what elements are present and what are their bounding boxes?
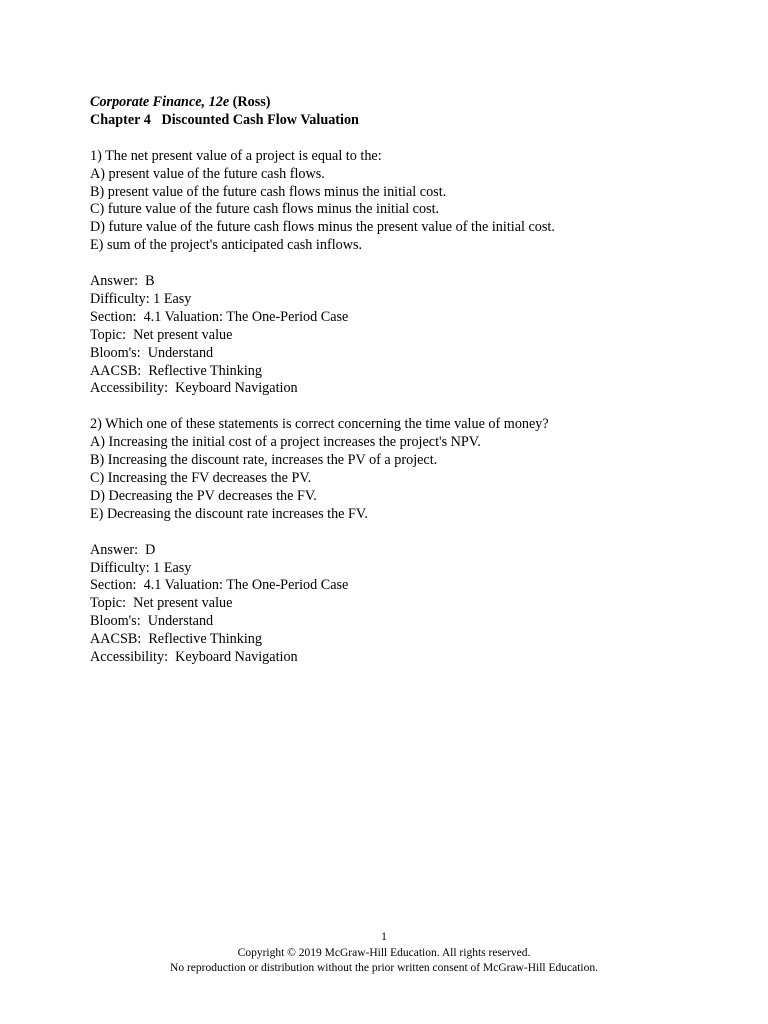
book-title: Corporate Finance, 12e <box>90 94 230 110</box>
option-e: E) sum of the project's anticipated cash inflows. <box>90 237 363 254</box>
option-e: E) Decreasing the discount rate increases the FV. <box>90 505 368 522</box>
option-b: B) Increasing the discount rate, increases the PV of a project. <box>90 452 438 469</box>
difficulty: Difficulty: 1 Easy <box>90 559 192 576</box>
option-a: A) Increasing the initial cost of a project increases the project's NPV. <box>90 434 481 451</box>
page-footer <box>0 930 768 977</box>
accessibility: Accessibility: Keyboard Navigation <box>90 380 298 397</box>
spacer <box>90 130 710 148</box>
option-d: D) Decreasing the PV decreases the FV. <box>90 487 317 504</box>
book-title-line <box>90 94 710 112</box>
reproduction-notice: No reproduction or distribution without the prior written consent of McGraw-Hill Education. <box>170 962 598 975</box>
question-1 <box>90 148 710 399</box>
copyright-line: Copyright © 2019 McGraw-Hill Education. All rights reserved. <box>237 946 531 959</box>
question-2 <box>90 416 710 667</box>
book-author: (Ross) <box>229 94 271 110</box>
blooms: Bloom's: Understand <box>90 344 214 361</box>
page-content <box>90 94 710 667</box>
page-number: 1 <box>381 931 387 943</box>
question-stem: 2) Which one of these statements is correct concerning the time value of money? <box>90 416 549 433</box>
option-b: B) present value of the future cash flows minus the initial cost. <box>90 183 447 200</box>
option-c: C) future value of the future cash flows minus the initial cost. <box>90 201 440 218</box>
section: Section: 4.1 Valuation: The One-Period Case <box>90 577 349 594</box>
answer: Answer: D <box>90 541 156 558</box>
spacer <box>90 524 710 542</box>
topic: Topic: Net present value <box>90 595 233 612</box>
blooms: Bloom's: Understand <box>90 613 214 630</box>
option-d: D) future value of the future cash flows minus the present value of the initial cost. <box>90 219 555 236</box>
accessibility: Accessibility: Keyboard Navigation <box>90 649 298 666</box>
option-c: C) Increasing the FV decreases the PV. <box>90 469 312 486</box>
answer: Answer: B <box>90 273 155 290</box>
aacsb: AACSB: Reflective Thinking <box>90 631 262 648</box>
chapter-title: Chapter 4 Discounted Cash Flow Valuation <box>90 111 359 128</box>
topic: Topic: Net present value <box>90 326 233 343</box>
question-stem: 1) The net present value of a project is equal to the: <box>90 147 382 164</box>
spacer <box>90 398 710 416</box>
spacer <box>90 255 710 273</box>
difficulty: Difficulty: 1 Easy <box>90 290 192 307</box>
aacsb: AACSB: Reflective Thinking <box>90 362 262 379</box>
option-a: A) present value of the future cash flows. <box>90 165 325 182</box>
section: Section: 4.1 Valuation: The One-Period Case <box>90 308 349 325</box>
